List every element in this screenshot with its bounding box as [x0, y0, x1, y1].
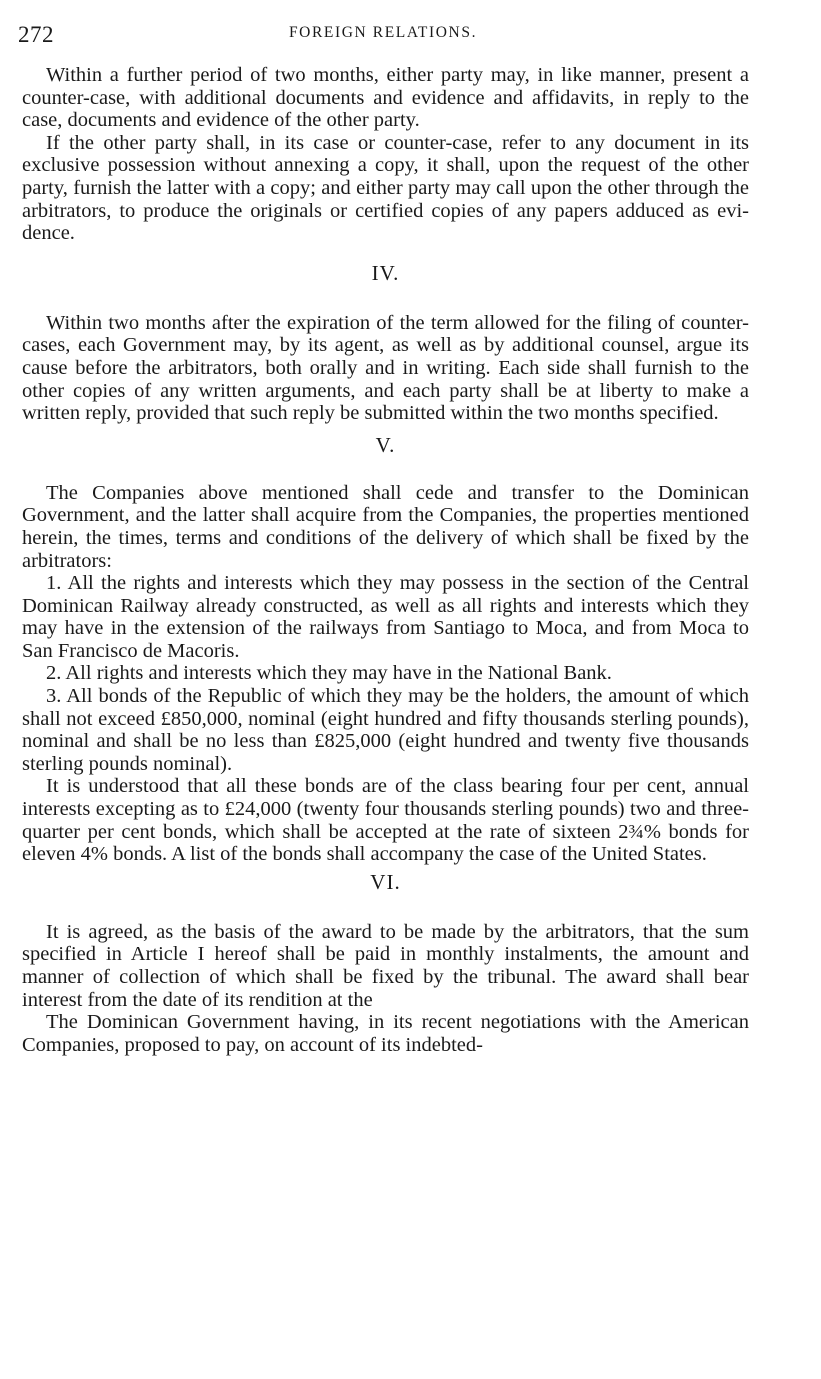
list-item-bonds: 3. All bonds of the Republic of which they may be the holders, the amount of which shall not exceed £850,000, nominal (eight hundred and fifty thousands sterling pounds), nominal and shall be no less than £825,000 (eight hundred and twenty five thousands sterling pounds nominal).	[22, 685, 749, 775]
body-text	[22, 64, 749, 1056]
article-heading-vi: VI.	[370, 869, 401, 894]
running-title: FOREIGN RELATIONS.	[288, 24, 478, 41]
article-heading-v: V.	[375, 432, 396, 457]
paragraph-exclusive-documents: If the other party shall, in its case or counter-case, refer to any document in its exclusive possession without annexing a copy, it shall, upon the request of the other party, furnish the latter with a copy; and either party may call upon the other through the arbitrators, to produce the originals or certified copies of any papers adduced as evidence.	[22, 131, 749, 245]
article-heading-iv: IV.	[371, 260, 400, 285]
running-head	[18, 20, 748, 48]
page-number: 272	[18, 22, 54, 47]
paragraph-bond-class: It is understood that all these bonds are of the class bearing four per cent, annual interests excepting as to £24,000 (twenty four thousands sterling pounds) two and three-quarter per cent bonds, which shall be accepted at the rate of sixteen 2¾% bonds for eleven 4% bonds. A list of the bonds shall accompany the case of the United States.	[22, 775, 749, 866]
paragraph-award-basis: It is agreed, as the basis of the award to be made by the arbitrators, that the sum specified in Article I hereof shall be paid in monthly instalments, the amount and manner of collection of which shall be fixed by the tribunal. The award shall bear interest from the date of its rendition at the	[22, 920, 749, 1011]
paragraph-dominican-government: The Dominican Government having, in its recent negotiations with the American Companies, proposed to pay, on account of its indebted-	[22, 1011, 749, 1056]
list-item-railway: 1. All the rights and interests which they may possess in the section of the Central Dominican Railway already constructed, as well as all rights and interests which they may have in the extension of the railways from Santiago to Moca, and from Moca to San Francisco de Macoris.	[22, 572, 749, 662]
paragraph-arguments: Within two months after the expiration of the term allowed for the filing of counter-cases, each Government may, by its agent, as well as by additional counsel, argue its cause before the arbitrators, both orally and in writing. Each side shall furnish to the other copies of any written arguments, and each party shall be at liberty to make a written reply, provided that such reply be submitted within the two months specified.	[22, 311, 749, 425]
paragraph-counter-case: Within a further period of two months, either party may, in like manner, present a counter-case, with additional documents and evidence and affidavits, in reply to the case, documents and evidence of the other party.	[22, 64, 749, 132]
paragraph-cede-transfer: The Companies above mentioned shall cede and transfer to the Dominican Government, and the latter shall acquire from the Companies, the properties mentioned herein, the times, terms and conditions of the delivery of which shall be fixed by the arbitrators:	[22, 481, 749, 572]
list-item-national-bank: 2. All rights and interests which they may have in the National Bank.	[46, 662, 612, 685]
